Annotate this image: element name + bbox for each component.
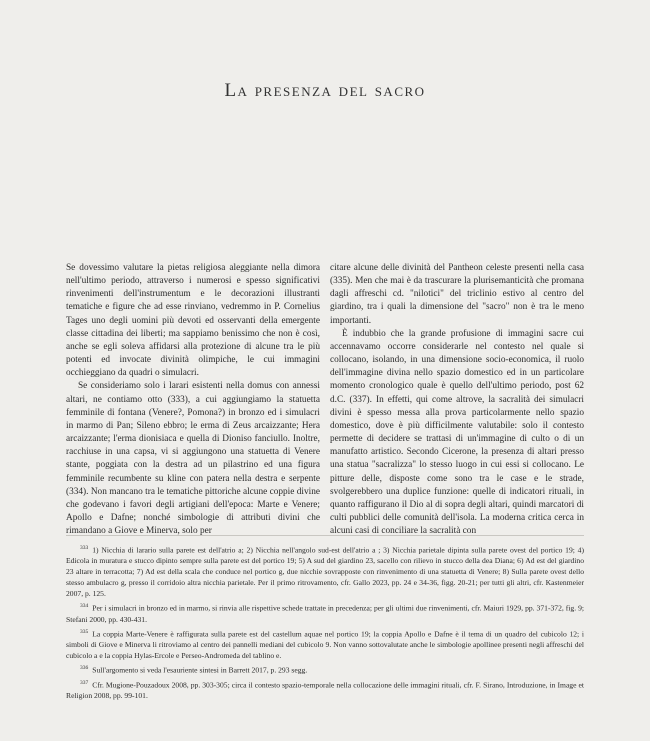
footnote-text: 1) Nicchia di larario sulla parete est dell'atrio a; 2) Nicchia nell'angolo sud-est dell'atrio a ; 3) Nicchia parietale dipinta sulla parete ovest del portico 19; 4) Edicola in muratura e stucco dipinto sempre sulla parete est del portico 19; 5) A sud del giardino 23, sacello con rilievo in stucco della dea Diana; 6) Ad est del giardino 23 altare in terracotta; 7) Ad est della scala che conduce nel portico g, due nicchie sovrapposte con rinvenimento di una statuetta di Venere; 8) Sulla parete ovest dello stesso ambulacro g, presso il corridoio altra nicchia parietale. Per il primo ritrovamento, cfr. Gallo 2023, pp. 24 e 34-36, figg. 20-21; per tutti gli altri, cfr. Kastenmeier 2007, p. 125. [66, 545, 584, 599]
footnote [66, 543, 584, 600]
footnote-number: 336 [80, 665, 89, 672]
paragraph: Se dovessimo valutare la pietas religiosa aleggiante nella dimora nell'ultimo periodo, attraverso i numerosi e spesso significativi rinvenimenti dell'instrumentum e le decorazioni illustranti tematiche e figure che ad esse rinviano, vedremmo in P. Cornelius Tages uno degli uomini più devoti ed osservanti della emergente classe cittadina dei liberti; ma sappiamo benissimo che non è così, anche se egli soleva affidarsi alla protezione di alcune tra le più potenti ed invocate divinità olimpiche, le cui immagini occhieggiano da quadri o simulacri. [66, 263, 320, 379]
paragraph: È indubbio che la grande profusione di immagini sacre cui accennavamo occorre considerarle nel contesto nel quale si collocano, isolando, in una dimensione socio-economica, il ruolo dell'immagine divina nello spazio domestico ed in un particolare momento cronologico quale è quello dell'ultimo periodo, post 62 d.C. (337). In effetti, qui come altrove, la sacralità dei simulacri divini è spesso messa alla prova particolarmente nello spazio domestico, dove è più difficilmente valutabile: solo il contesto permette di decidere se trattasi di un'immagine di culto o di un manufatto artistico. Secondo Cicerone, la presenza di altari presso una statua "sacralizza" lo stesso luogo in cui essi si collocano. Le pitture delle, disposte come sono tra le case e le strade, svolgerebbero una duplice funzione: quelle di indicatori rituali, in quanto raffigurano il Dio al di sopra degli altari, quindi marcatori di culti pubblici delle comunità dell'isola. La moderna critica cerca in alcuni casi di conciliare la sacralità con [330, 328, 584, 537]
right-column [330, 262, 584, 538]
footnote-number: 334 [80, 603, 89, 610]
footnote-number: 335 [80, 628, 89, 635]
footnote-text: La coppia Marte-Venere è raffigurata sulla parete est del castellum aquae nel portico 19; la coppia Apollo e Dafne è il tema di un quadro del cubicolo 12; i simboli di Giove e Minerva li ritroviamo al centro dei pannelli mediani del cubicolo 9. Non vanno sottovalutate anche le simbologie apollinee presenti negli affreschi del cubicolo a e la coppia Hylas-Ercole e Perseo-Andromeda del tablino e. [66, 629, 584, 661]
page-title: La presenza del sacro [224, 80, 426, 101]
paragraph: Se consideriamo solo i larari esistenti nella domus con annessi altari, ne contiamo otto (333), a cui aggiungiamo la statuetta femminile di fontana (Venere?, Pomona?) in bronzo ed i simulacri in marmo di Pan; Sileno ebbro; le erma di Zeus arcaizzante; Hera arcaizzante; l'erma dionisiaca e quella di Dioniso fanciullo. Inoltre, racchiuse in una capsa, vi si aggiungono una statuetta di Venere stante, poggiata con la destra ad un pilastrino ed una figura femminile recumbente su kline con patera nella destra e serpente (334). Non mancano tra le tematiche pittoriche alcune coppie divine che godevano i favori degli artigiani dell'epoca: Marte e Venere; Apollo e Dafne; nonché simbologie di attributi divini che rimandano a Giove e Minerva, solo per [66, 381, 320, 537]
footnotes [66, 543, 584, 703]
footnote [66, 678, 584, 702]
footnote-text: Per i simulacri in bronzo ed in marmo, si rinvia alle rispettive schede trattate in precedenza; per gli ultimi due rinvenimenti, cfr. Maiuri 1929, pp. 371-372, fig. 9; Stefani 2000, pp. 430-431. [66, 603, 584, 624]
footnote-number: 333 [80, 545, 89, 551]
footnote-text: Sull'argomento si veda l'esauriente sintesi in Barrett 2017, p. 293 segg. [92, 665, 308, 675]
paragraph: citare alcune delle divinità del Pantheon celeste presenti nella casa (335). Men che mai è da trascurare la plurisemanticità che promana dagli affreschi cd. "nilotici" del triclinio estivo al centro del giardino, tra i quali la dimensione del "sacro" non è tra le meno importanti. [330, 263, 584, 326]
footnote-text: Cfr. Mugione-Pouzadoux 2008, pp. 303-305; circa il contesto spazio-temporale nella collocazione delle immagini rituali, cfr. F. Sirano, Introduzione, in Image et Religion 2008, pp. 99-101. [66, 680, 584, 701]
footnote-number: 337 [80, 679, 89, 686]
footnote-divider [66, 535, 584, 536]
footnote [66, 627, 584, 662]
left-column [66, 262, 320, 538]
footnote [66, 663, 584, 676]
footnote [66, 601, 584, 625]
